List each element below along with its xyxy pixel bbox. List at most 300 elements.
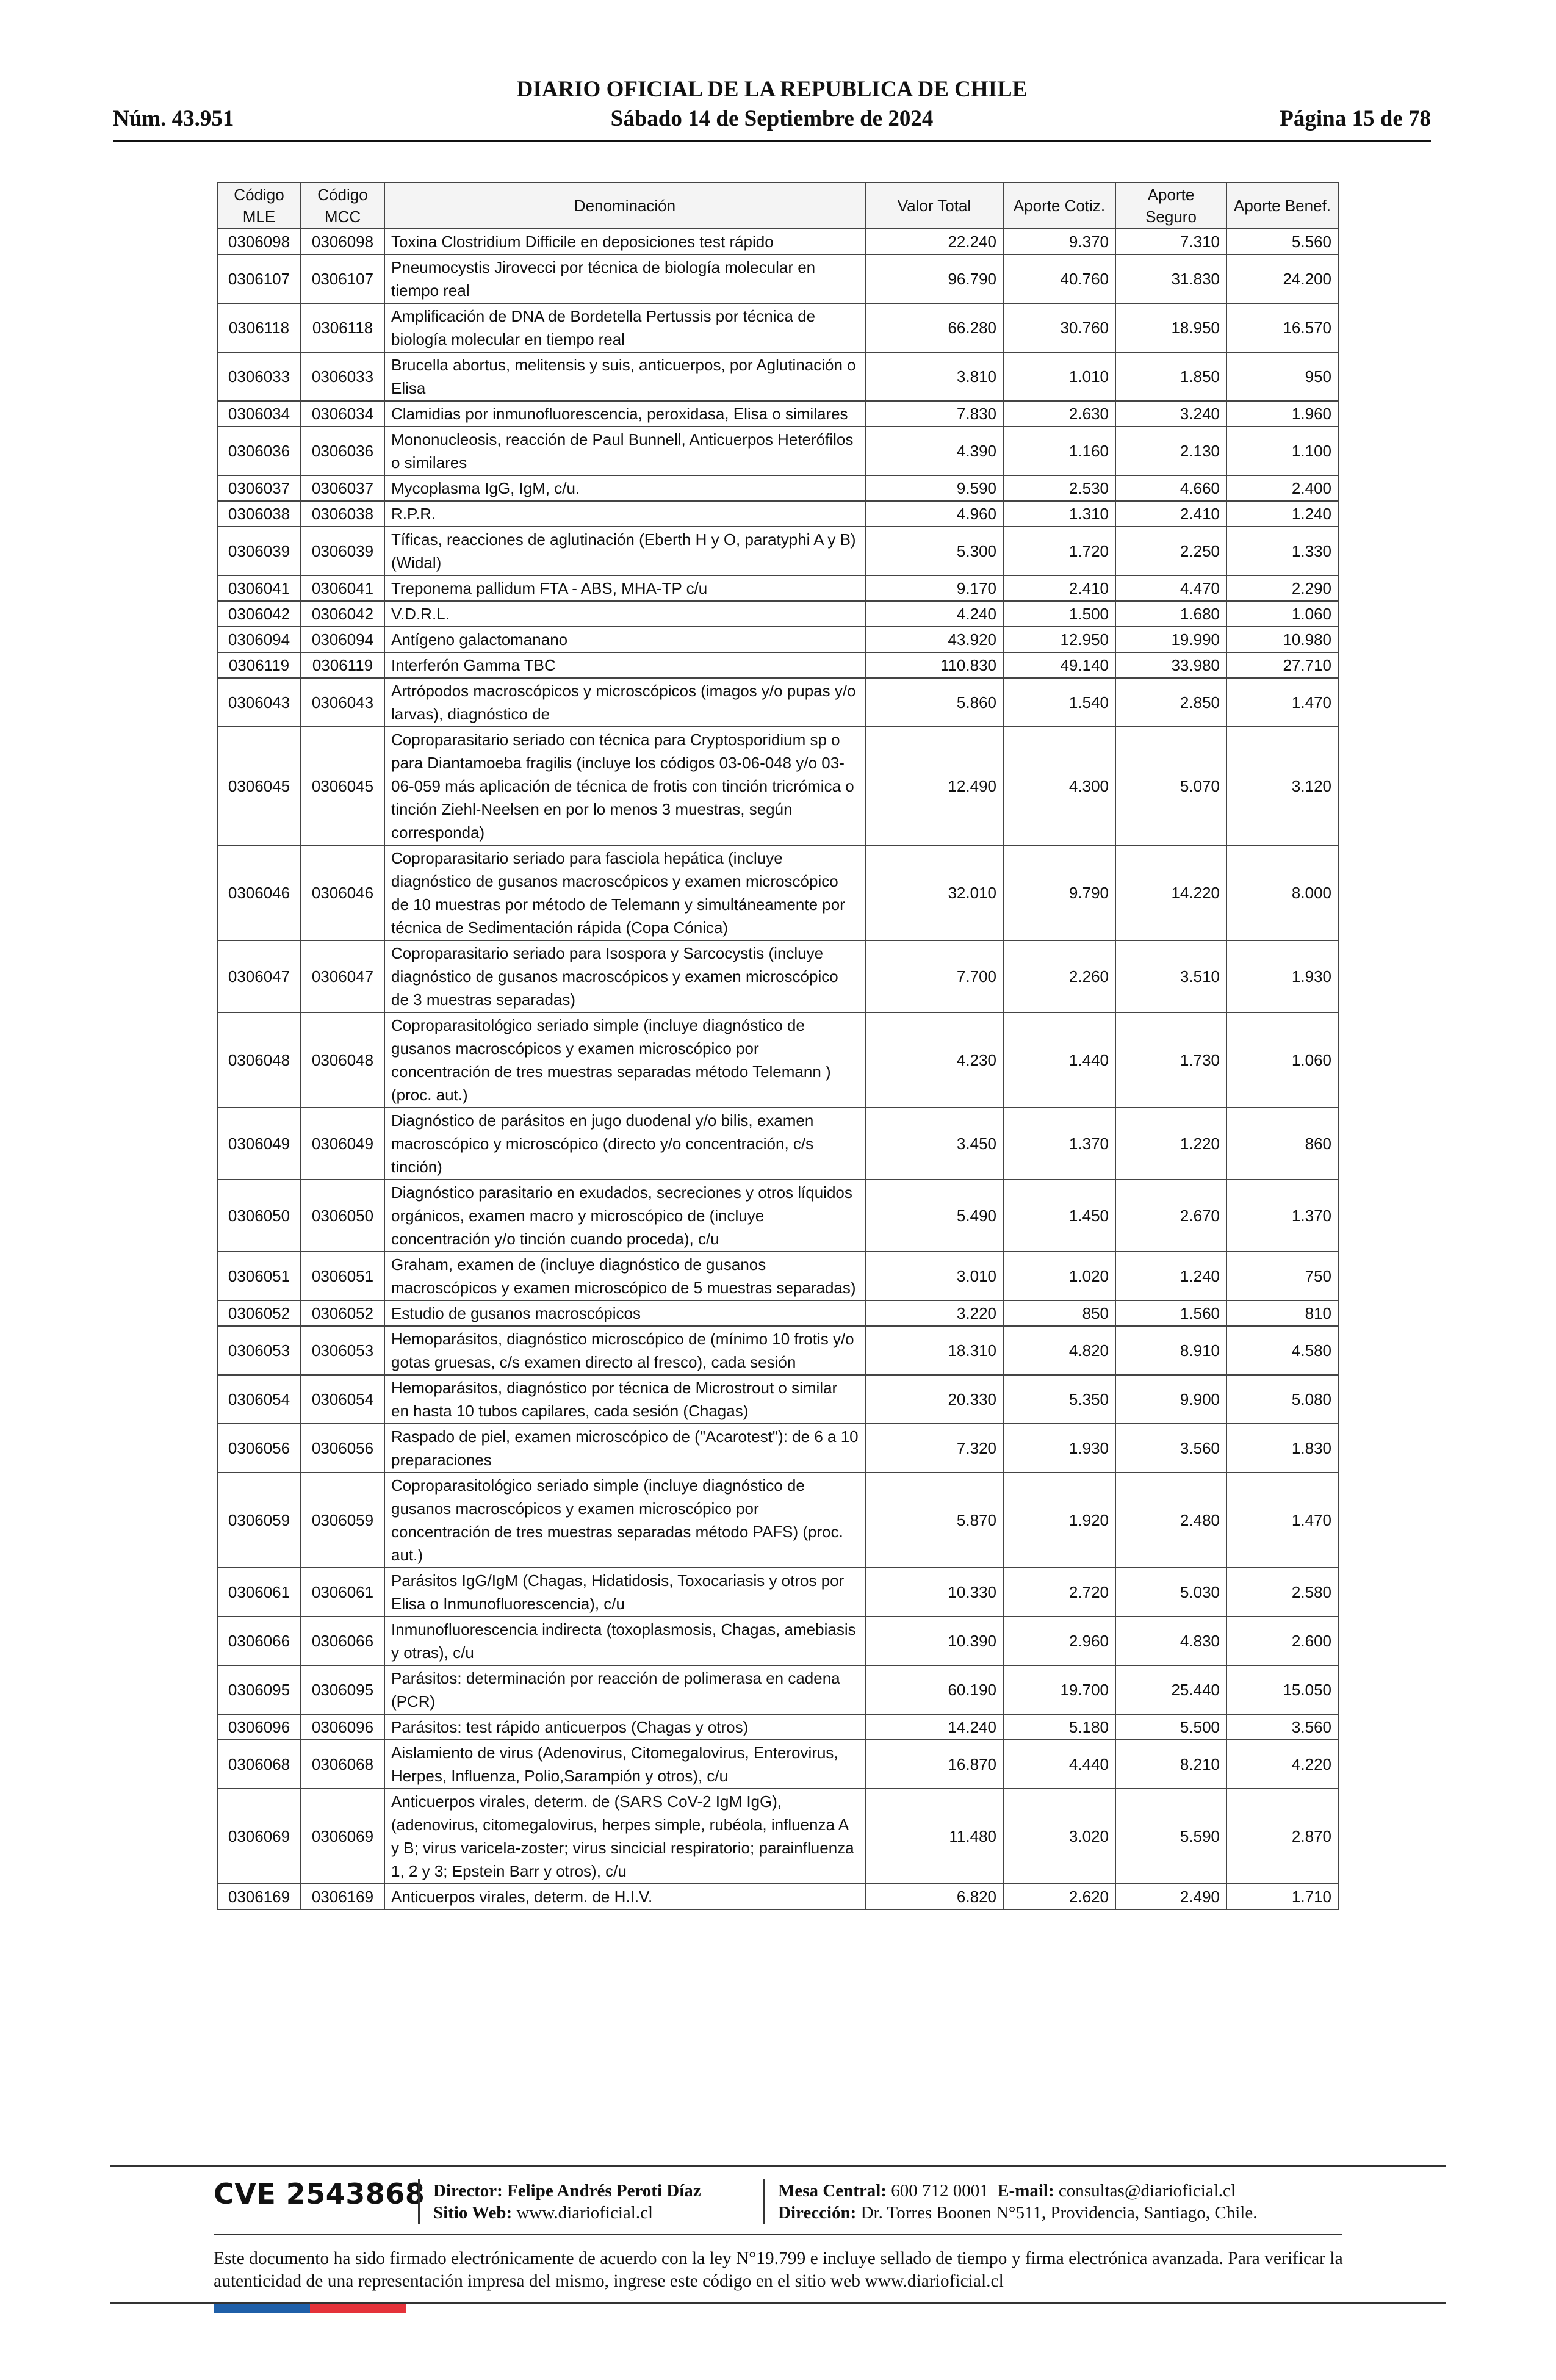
- cell-valor-total: 12.490: [865, 727, 1003, 845]
- table-row: [217, 1714, 1338, 1740]
- cell-codigo-mle: 0306048: [217, 1012, 301, 1108]
- cell-aporte-benef: 1.100: [1226, 427, 1338, 475]
- cell-codigo-mcc: 0306053: [301, 1326, 384, 1375]
- issue-date: Sábado 14 de Septiembre de 2024: [610, 106, 934, 131]
- cell-aporte-benef: 4.220: [1226, 1740, 1338, 1789]
- cell-codigo-mle: 0306095: [217, 1665, 301, 1714]
- cell-aporte-benef: 10.980: [1226, 627, 1338, 652]
- cell-codigo-mcc: 0306095: [301, 1665, 384, 1714]
- footer-divider: [214, 2234, 1342, 2235]
- cell-aporte-cotiz: 1.920: [1003, 1473, 1115, 1568]
- cell-aporte-seguro: 8.210: [1115, 1740, 1226, 1789]
- cell-codigo-mle: 0306039: [217, 527, 301, 575]
- table-row: [217, 678, 1338, 727]
- column-header-mle: Código MLE: [217, 182, 301, 229]
- cell-aporte-seguro: 2.480: [1115, 1473, 1226, 1568]
- cve-code: CVE 2543868: [214, 2177, 425, 2210]
- footer-separator: [418, 2179, 420, 2224]
- cell-codigo-mle: 0306034: [217, 401, 301, 427]
- cell-codigo-mle: 0306038: [217, 501, 301, 527]
- cell-codigo-mle: 0306119: [217, 652, 301, 678]
- table-row: [217, 401, 1338, 427]
- cell-aporte-benef: 860: [1226, 1108, 1338, 1180]
- cell-aporte-cotiz: 1.440: [1003, 1012, 1115, 1108]
- cell-aporte-benef: 5.080: [1226, 1375, 1338, 1424]
- cell-aporte-benef: 3.120: [1226, 727, 1338, 845]
- cell-aporte-seguro: 1.850: [1115, 352, 1226, 401]
- cell-aporte-seguro: 1.680: [1115, 601, 1226, 627]
- cell-denominacion: V.D.R.L.: [384, 601, 865, 627]
- cell-denominacion: Treponema pallidum FTA - ABS, MHA-TP c/u: [384, 575, 865, 601]
- cell-valor-total: 4.230: [865, 1012, 1003, 1108]
- issue-number: Núm. 43.951: [113, 106, 234, 131]
- cell-denominacion: Aislamiento de virus (Adenovirus, Citomegalovirus, Enterovirus, Herpes, Influenza, Polio,Sarampión y otros), c/u: [384, 1740, 865, 1789]
- cell-codigo-mle: 0306061: [217, 1568, 301, 1617]
- cell-valor-total: 7.830: [865, 401, 1003, 427]
- cell-aporte-cotiz: 1.160: [1003, 427, 1115, 475]
- cell-codigo-mle: 0306047: [217, 940, 301, 1012]
- cell-codigo-mle: 0306046: [217, 845, 301, 940]
- cell-denominacion: Parásitos: determinación por reacción de polimerasa en cadena (PCR): [384, 1665, 865, 1714]
- cell-valor-total: 7.320: [865, 1424, 1003, 1473]
- cell-valor-total: 20.330: [865, 1375, 1003, 1424]
- cell-denominacion: Anticuerpos virales, determ. de H.I.V.: [384, 1884, 865, 1909]
- table-row: [217, 254, 1338, 303]
- cell-aporte-seguro: 1.240: [1115, 1252, 1226, 1300]
- cell-denominacion: Diagnóstico de parásitos en jugo duodenal y/o bilis, examen macroscópico y microscópico (directo y/o concentración, c/s tinción): [384, 1108, 865, 1180]
- cell-codigo-mle: 0306052: [217, 1300, 301, 1326]
- table-row: [217, 527, 1338, 575]
- cell-valor-total: 3.010: [865, 1252, 1003, 1300]
- cell-codigo-mcc: 0306094: [301, 627, 384, 652]
- cell-codigo-mcc: 0306042: [301, 601, 384, 627]
- cell-codigo-mcc: 0306098: [301, 229, 384, 254]
- cell-aporte-benef: 1.330: [1226, 527, 1338, 575]
- cell-aporte-benef: 1.370: [1226, 1180, 1338, 1252]
- cell-aporte-cotiz: 4.820: [1003, 1326, 1115, 1375]
- cell-codigo-mle: 0306066: [217, 1617, 301, 1665]
- cell-valor-total: 96.790: [865, 254, 1003, 303]
- cell-denominacion: Graham, examen de (incluye diagnóstico de gusanos macroscópicos y examen microscópico de 5 muestras separadas): [384, 1252, 865, 1300]
- cell-aporte-cotiz: 5.350: [1003, 1375, 1115, 1424]
- cell-codigo-mcc: 0306033: [301, 352, 384, 401]
- cell-valor-total: 4.390: [865, 427, 1003, 475]
- table-body: [217, 229, 1338, 1909]
- cell-aporte-benef: 2.290: [1226, 575, 1338, 601]
- cell-denominacion: Interferón Gamma TBC: [384, 652, 865, 678]
- cell-codigo-mle: 0306054: [217, 1375, 301, 1424]
- cell-codigo-mcc: 0306056: [301, 1424, 384, 1473]
- page-header: [113, 76, 1431, 142]
- cell-aporte-benef: 8.000: [1226, 845, 1338, 940]
- cell-codigo-mle: 0306056: [217, 1424, 301, 1473]
- cell-aporte-benef: 1.710: [1226, 1884, 1338, 1909]
- column-header-mcc: Código MCC: [301, 182, 384, 229]
- cell-denominacion: R.P.R.: [384, 501, 865, 527]
- cell-valor-total: 3.810: [865, 352, 1003, 401]
- cell-denominacion: Artrópodos macroscópicos y microscópicos (imagos y/o pupas y/o larvas), diagnóstico de: [384, 678, 865, 727]
- cell-valor-total: 5.860: [865, 678, 1003, 727]
- cell-valor-total: 11.480: [865, 1789, 1003, 1884]
- cell-aporte-cotiz: 9.370: [1003, 229, 1115, 254]
- cell-aporte-benef: 4.580: [1226, 1326, 1338, 1375]
- cell-aporte-cotiz: 850: [1003, 1300, 1115, 1326]
- cell-aporte-cotiz: 4.440: [1003, 1740, 1115, 1789]
- cell-aporte-seguro: 1.560: [1115, 1300, 1226, 1326]
- cell-codigo-mle: 0306059: [217, 1473, 301, 1568]
- cell-denominacion: Toxina Clostridium Difficile en deposiciones test rápido: [384, 229, 865, 254]
- cell-codigo-mle: 0306094: [217, 627, 301, 652]
- cell-codigo-mcc: 0306061: [301, 1568, 384, 1617]
- cell-valor-total: 4.240: [865, 601, 1003, 627]
- cell-codigo-mle: 0306068: [217, 1740, 301, 1789]
- cell-valor-total: 60.190: [865, 1665, 1003, 1714]
- cell-aporte-seguro: 2.850: [1115, 678, 1226, 727]
- cell-aporte-cotiz: 4.300: [1003, 727, 1115, 845]
- cell-denominacion: Inmunofluorescencia indirecta (toxoplasmosis, Chagas, amebiasis y otras), c/u: [384, 1617, 865, 1665]
- cell-denominacion: Anticuerpos virales, determ. de (SARS CoV-2 IgM IgG), (adenovirus, citomegalovirus, herpes simple, rubéola, influenza A y B; virus varicela-zoster; virus sincicial respiratorio; parainfluenza 1, 2 y 3; Epstein Barr y otros), c/u: [384, 1789, 865, 1884]
- cell-aporte-benef: 1.060: [1226, 601, 1338, 627]
- table-row: [217, 1180, 1338, 1252]
- table-row: [217, 1789, 1338, 1884]
- cell-aporte-cotiz: 19.700: [1003, 1665, 1115, 1714]
- cell-codigo-mcc: 0306107: [301, 254, 384, 303]
- cell-valor-total: 5.870: [865, 1473, 1003, 1568]
- cell-valor-total: 9.170: [865, 575, 1003, 601]
- table-row: [217, 1012, 1338, 1108]
- column-header-aporte-seguro: Aporte Seguro: [1115, 182, 1226, 229]
- cell-aporte-cotiz: 49.140: [1003, 652, 1115, 678]
- table-row: [217, 427, 1338, 475]
- cell-valor-total: 4.960: [865, 501, 1003, 527]
- cell-denominacion: Coproparasitario seriado con técnica para Cryptosporidium sp o para Diantamoeba fragilis (incluye los códigos 03-06-048 y/o 03-06-059 más aplicación de técnica de frotis con tinción tricrómica o tinción Ziehl-Neelsen en por lo menos 3 muestras, según corresponda): [384, 727, 865, 845]
- cell-aporte-cotiz: 1.500: [1003, 601, 1115, 627]
- cell-codigo-mcc: 0306050: [301, 1180, 384, 1252]
- cell-aporte-cotiz: 1.930: [1003, 1424, 1115, 1473]
- cell-aporte-seguro: 5.500: [1115, 1714, 1226, 1740]
- cell-codigo-mle: 0306037: [217, 475, 301, 501]
- cell-codigo-mle: 0306098: [217, 229, 301, 254]
- website-link[interactable]: www.diarioficial.cl: [516, 2203, 654, 2223]
- email-label: E-mail:: [997, 2181, 1054, 2201]
- cell-codigo-mcc: 0306039: [301, 527, 384, 575]
- cell-valor-total: 66.280: [865, 303, 1003, 352]
- cell-aporte-benef: 5.560: [1226, 229, 1338, 254]
- table-row: [217, 1884, 1338, 1909]
- cell-codigo-mcc: 0306041: [301, 575, 384, 601]
- cell-aporte-benef: 24.200: [1226, 254, 1338, 303]
- brand-bar-red: [310, 2304, 406, 2313]
- table-row: [217, 352, 1338, 401]
- table-row: [217, 1740, 1338, 1789]
- cell-codigo-mle: 0306051: [217, 1252, 301, 1300]
- newspaper-title: DIARIO OFICIAL DE LA REPUBLICA DE CHILE: [516, 77, 1028, 102]
- cell-codigo-mle: 0306049: [217, 1108, 301, 1180]
- cell-aporte-seguro: 33.980: [1115, 652, 1226, 678]
- cell-codigo-mle: 0306069: [217, 1789, 301, 1884]
- signature-disclaimer: Este documento ha sido firmado electrónicamente de acuerdo con la ley N°19.799 e incluye sellado de tiempo y firma electrónica avanzada. Para verificar la autenticidad de una representación impresa del mismo, ingrese este código en el sitio web www.diarioficial.cl: [214, 2249, 1343, 2291]
- cell-aporte-seguro: 2.670: [1115, 1180, 1226, 1252]
- cell-aporte-seguro: 4.830: [1115, 1617, 1226, 1665]
- website-label: Sitio Web:: [433, 2203, 513, 2223]
- cell-valor-total: 10.390: [865, 1617, 1003, 1665]
- cell-denominacion: Clamidias por inmunofluorescencia, peroxidasa, Elisa o similares: [384, 401, 865, 427]
- cell-codigo-mcc: 0306051: [301, 1252, 384, 1300]
- cell-aporte-seguro: 8.910: [1115, 1326, 1226, 1375]
- cell-aporte-benef: 1.930: [1226, 940, 1338, 1012]
- cell-aporte-cotiz: 2.960: [1003, 1617, 1115, 1665]
- table-header-row: [217, 182, 1338, 229]
- table-row: [217, 501, 1338, 527]
- table-row: [217, 940, 1338, 1012]
- cell-aporte-cotiz: 1.370: [1003, 1108, 1115, 1180]
- brand-color-bar: [214, 2304, 406, 2313]
- cell-codigo-mle: 0306096: [217, 1714, 301, 1740]
- cell-codigo-mle: 0306169: [217, 1884, 301, 1909]
- cell-aporte-cotiz: 30.760: [1003, 303, 1115, 352]
- header-divider: [113, 140, 1431, 142]
- cell-aporte-seguro: 25.440: [1115, 1665, 1226, 1714]
- cell-valor-total: 3.450: [865, 1108, 1003, 1180]
- cell-aporte-seguro: 5.070: [1115, 727, 1226, 845]
- cell-aporte-benef: 1.960: [1226, 401, 1338, 427]
- cell-aporte-cotiz: 40.760: [1003, 254, 1115, 303]
- cell-valor-total: 5.490: [865, 1180, 1003, 1252]
- cell-codigo-mle: 0306053: [217, 1326, 301, 1375]
- cell-aporte-cotiz: 2.530: [1003, 475, 1115, 501]
- director-name: Felipe Andrés Peroti Díaz: [507, 2181, 701, 2201]
- phone-value: 600 712 0001: [891, 2181, 989, 2201]
- cell-aporte-seguro: 4.660: [1115, 475, 1226, 501]
- cell-aporte-seguro: 5.030: [1115, 1568, 1226, 1617]
- cell-aporte-seguro: 1.730: [1115, 1012, 1226, 1108]
- address-label: Dirección:: [778, 2203, 857, 2223]
- cell-denominacion: Mycoplasma IgG, IgM, c/u.: [384, 475, 865, 501]
- cell-codigo-mle: 0306033: [217, 352, 301, 401]
- cell-aporte-cotiz: 1.540: [1003, 678, 1115, 727]
- cell-valor-total: 16.870: [865, 1740, 1003, 1789]
- brand-bar-blue: [214, 2304, 310, 2313]
- cell-aporte-cotiz: 2.630: [1003, 401, 1115, 427]
- contact-info: [778, 2180, 1257, 2224]
- cell-aporte-cotiz: 12.950: [1003, 627, 1115, 652]
- footer-divider: [110, 2165, 1446, 2167]
- cell-codigo-mcc: 0306043: [301, 678, 384, 727]
- fees-table: [217, 182, 1339, 1910]
- cell-aporte-seguro: 2.130: [1115, 427, 1226, 475]
- cell-denominacion: Diagnóstico parasitario en exudados, secreciones y otros líquidos orgánicos, examen macro y microscópico de (incluye concentración y/o tinción cuando proceda), c/u: [384, 1180, 865, 1252]
- cell-aporte-seguro: 5.590: [1115, 1789, 1226, 1884]
- cell-codigo-mle: 0306041: [217, 575, 301, 601]
- cell-aporte-benef: 2.600: [1226, 1617, 1338, 1665]
- cell-codigo-mcc: 0306049: [301, 1108, 384, 1180]
- table-row: [217, 1375, 1338, 1424]
- cell-codigo-mle: 0306042: [217, 601, 301, 627]
- cell-denominacion: Coproparasitológico seriado simple (incluye diagnóstico de gusanos macroscópicos y examen microscópico por concentración de tres muestras separadas método Telemann ) (proc. aut.): [384, 1012, 865, 1108]
- cell-denominacion: Mononucleosis, reacción de Paul Bunnell, Anticuerpos Heterófilos o similares: [384, 427, 865, 475]
- cell-denominacion: Tíficas, reacciones de aglutinación (Eberth H y O, paratyphi A y B) (Widal): [384, 527, 865, 575]
- table-row: [217, 1473, 1338, 1568]
- cell-aporte-seguro: 3.560: [1115, 1424, 1226, 1473]
- cell-aporte-cotiz: 1.010: [1003, 352, 1115, 401]
- cell-denominacion: Hemoparásitos, diagnóstico microscópico de (mínimo 10 frotis y/o gotas gruesas, c/s examen directo al fresco), cada sesión: [384, 1326, 865, 1375]
- cell-codigo-mcc: 0306118: [301, 303, 384, 352]
- email-link[interactable]: consultas@diarioficial.cl: [1058, 2181, 1236, 2201]
- cell-aporte-seguro: 9.900: [1115, 1375, 1226, 1424]
- cell-aporte-benef: 2.870: [1226, 1789, 1338, 1884]
- cell-valor-total: 110.830: [865, 652, 1003, 678]
- cell-codigo-mcc: 0306119: [301, 652, 384, 678]
- page-number: Página 15 de 78: [1280, 106, 1431, 131]
- cell-valor-total: 10.330: [865, 1568, 1003, 1617]
- cell-valor-total: 5.300: [865, 527, 1003, 575]
- cell-aporte-benef: 1.830: [1226, 1424, 1338, 1473]
- table-row: [217, 627, 1338, 652]
- cell-aporte-seguro: 19.990: [1115, 627, 1226, 652]
- cell-aporte-cotiz: 9.790: [1003, 845, 1115, 940]
- cell-aporte-benef: 1.470: [1226, 678, 1338, 727]
- table-row: [217, 1424, 1338, 1473]
- cell-denominacion: Hemoparásitos, diagnóstico por técnica de Microstrout o similar en hasta 10 tubos capilares, cada sesión (Chagas): [384, 1375, 865, 1424]
- cell-codigo-mcc: 0306068: [301, 1740, 384, 1789]
- cell-aporte-benef: 950: [1226, 352, 1338, 401]
- cell-denominacion: Pneumocystis Jirovecci por técnica de biología molecular en tiempo real: [384, 254, 865, 303]
- cell-aporte-benef: 16.570: [1226, 303, 1338, 352]
- cell-aporte-benef: 2.580: [1226, 1568, 1338, 1617]
- footer-divider: [110, 2302, 1446, 2304]
- cell-codigo-mcc: 0306037: [301, 475, 384, 501]
- cell-codigo-mle: 0306045: [217, 727, 301, 845]
- table-row: [217, 845, 1338, 940]
- cell-aporte-benef: 810: [1226, 1300, 1338, 1326]
- cell-valor-total: 43.920: [865, 627, 1003, 652]
- cell-codigo-mcc: 0306059: [301, 1473, 384, 1568]
- cell-aporte-cotiz: 1.450: [1003, 1180, 1115, 1252]
- table-row: [217, 652, 1338, 678]
- cell-aporte-seguro: 7.310: [1115, 229, 1226, 254]
- cell-valor-total: 7.700: [865, 940, 1003, 1012]
- cell-valor-total: 32.010: [865, 845, 1003, 940]
- cell-aporte-cotiz: 3.020: [1003, 1789, 1115, 1884]
- cell-aporte-benef: 2.400: [1226, 475, 1338, 501]
- cell-aporte-benef: 1.060: [1226, 1012, 1338, 1108]
- table-row: [217, 1252, 1338, 1300]
- cell-aporte-seguro: 3.240: [1115, 401, 1226, 427]
- cell-codigo-mcc: 0306036: [301, 427, 384, 475]
- cell-aporte-cotiz: 2.720: [1003, 1568, 1115, 1617]
- cell-denominacion: Antígeno galactomanano: [384, 627, 865, 652]
- cell-aporte-benef: 15.050: [1226, 1665, 1338, 1714]
- cell-aporte-cotiz: 2.260: [1003, 940, 1115, 1012]
- cell-aporte-seguro: 1.220: [1115, 1108, 1226, 1180]
- cell-codigo-mcc: 0306047: [301, 940, 384, 1012]
- cell-aporte-seguro: 2.490: [1115, 1884, 1226, 1909]
- cell-codigo-mle: 0306118: [217, 303, 301, 352]
- director-label: Director:: [433, 2181, 503, 2201]
- cell-aporte-cotiz: 2.410: [1003, 575, 1115, 601]
- cell-aporte-cotiz: 5.180: [1003, 1714, 1115, 1740]
- column-header-denominacion: Denominación: [384, 182, 865, 229]
- cell-denominacion: Estudio de gusanos macroscópicos: [384, 1300, 865, 1326]
- column-header-valor-total: Valor Total: [865, 182, 1003, 229]
- cell-codigo-mle: 0306043: [217, 678, 301, 727]
- table-row: [217, 727, 1338, 845]
- cell-valor-total: 14.240: [865, 1714, 1003, 1740]
- cell-aporte-cotiz: 1.020: [1003, 1252, 1115, 1300]
- cell-codigo-mcc: 0306046: [301, 845, 384, 940]
- cell-aporte-benef: 1.470: [1226, 1473, 1338, 1568]
- cell-aporte-seguro: 4.470: [1115, 575, 1226, 601]
- cell-valor-total: 6.820: [865, 1884, 1003, 1909]
- table-row: [217, 229, 1338, 254]
- phone-label: Mesa Central:: [778, 2181, 887, 2201]
- cell-codigo-mle: 0306107: [217, 254, 301, 303]
- cell-codigo-mcc: 0306169: [301, 1884, 384, 1909]
- cell-codigo-mle: 0306050: [217, 1180, 301, 1252]
- column-header-aporte-cotiz: Aporte Cotiz.: [1003, 182, 1115, 229]
- cell-aporte-seguro: 3.510: [1115, 940, 1226, 1012]
- cell-codigo-mcc: 0306045: [301, 727, 384, 845]
- cell-denominacion: Coproparasitario seriado para Isospora y Sarcocystis (incluye diagnóstico de gusanos macroscópicos y examen microscópico de 3 muestras separadas): [384, 940, 865, 1012]
- table-row: [217, 1108, 1338, 1180]
- cell-denominacion: Amplificación de DNA de Bordetella Pertussis por técnica de biología molecular en tiempo real: [384, 303, 865, 352]
- cell-aporte-benef: 1.240: [1226, 501, 1338, 527]
- cell-aporte-cotiz: 1.310: [1003, 501, 1115, 527]
- cell-aporte-cotiz: 2.620: [1003, 1884, 1115, 1909]
- cell-valor-total: 22.240: [865, 229, 1003, 254]
- cell-denominacion: Parásitos IgG/IgM (Chagas, Hidatidosis, Toxocariasis y otros por Elisa o Inmunofluorescencia), c/u: [384, 1568, 865, 1617]
- table-row: [217, 1617, 1338, 1665]
- table-row: [217, 1326, 1338, 1375]
- table-row: [217, 575, 1338, 601]
- column-header-aporte-benef: Aporte Benef.: [1226, 182, 1338, 229]
- cell-aporte-benef: 3.560: [1226, 1714, 1338, 1740]
- cell-aporte-seguro: 18.950: [1115, 303, 1226, 352]
- cell-valor-total: 9.590: [865, 475, 1003, 501]
- cell-codigo-mcc: 0306048: [301, 1012, 384, 1108]
- cell-denominacion: Coproparasitario seriado para fasciola hepática (incluye diagnóstico de gusanos macroscópicos y examen microscópico de 10 muestras por método de Telemann y simultáneamente por técnica de Sedimentación rápida (Copa Cónica): [384, 845, 865, 940]
- cell-denominacion: Parásitos: test rápido anticuerpos (Chagas y otros): [384, 1714, 865, 1740]
- address-value: Dr. Torres Boonen N°511, Providencia, Santiago, Chile.: [860, 2203, 1258, 2223]
- cell-aporte-benef: 27.710: [1226, 652, 1338, 678]
- cell-denominacion: Raspado de piel, examen microscópico de ("Acarotest"): de 6 a 10 preparaciones: [384, 1424, 865, 1473]
- cell-codigo-mcc: 0306034: [301, 401, 384, 427]
- cell-codigo-mle: 0306036: [217, 427, 301, 475]
- cell-codigo-mcc: 0306069: [301, 1789, 384, 1884]
- cell-codigo-mcc: 0306038: [301, 501, 384, 527]
- table-row: [217, 1568, 1338, 1617]
- cell-codigo-mcc: 0306052: [301, 1300, 384, 1326]
- cell-aporte-benef: 750: [1226, 1252, 1338, 1300]
- cell-denominacion: Brucella abortus, melitensis y suis, anticuerpos, por Aglutinación o Elisa: [384, 352, 865, 401]
- cell-aporte-seguro: 14.220: [1115, 845, 1226, 940]
- cell-codigo-mcc: 0306066: [301, 1617, 384, 1665]
- cell-valor-total: 3.220: [865, 1300, 1003, 1326]
- cell-aporte-seguro: 2.250: [1115, 527, 1226, 575]
- cell-aporte-seguro: 2.410: [1115, 501, 1226, 527]
- cell-denominacion: Coproparasitológico seriado simple (incluye diagnóstico de gusanos macroscópicos y examen microscópico por concentración de tres muestras separadas método PAFS) (proc. aut.): [384, 1473, 865, 1568]
- cell-aporte-seguro: 31.830: [1115, 254, 1226, 303]
- cell-codigo-mcc: 0306054: [301, 1375, 384, 1424]
- table-row: [217, 601, 1338, 627]
- table-row: [217, 1300, 1338, 1326]
- table-row: [217, 303, 1338, 352]
- table-row: [217, 475, 1338, 501]
- cell-codigo-mcc: 0306096: [301, 1714, 384, 1740]
- director-info: [433, 2180, 701, 2224]
- cell-aporte-cotiz: 1.720: [1003, 527, 1115, 575]
- table-row: [217, 1665, 1338, 1714]
